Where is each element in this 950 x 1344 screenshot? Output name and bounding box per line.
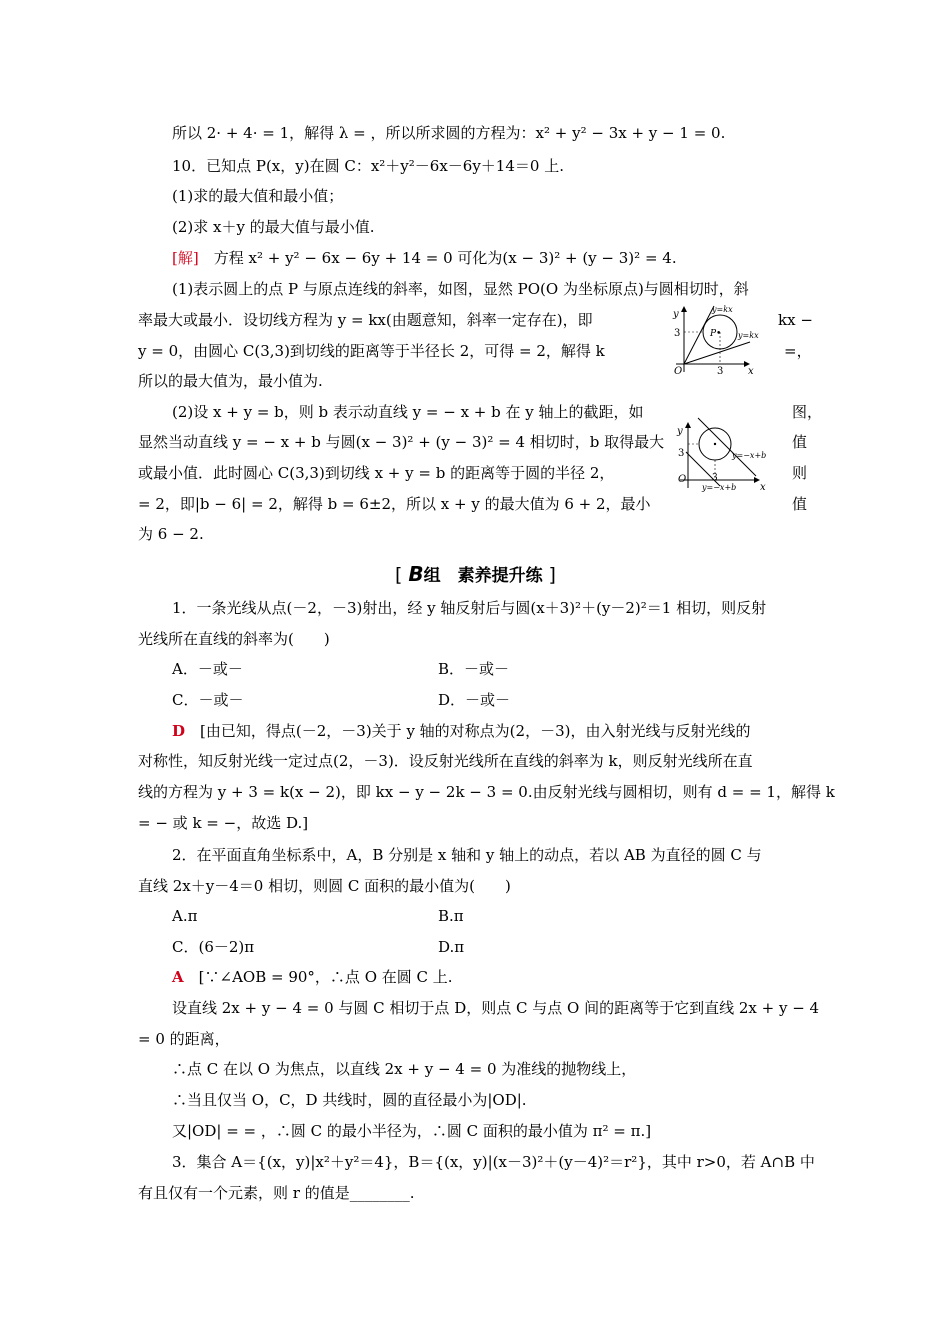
section-letter: B	[408, 562, 424, 586]
question-1-solution-line4: = − 或 k = −，故选 D.]	[138, 814, 309, 832]
tangent-intercept-figure	[672, 414, 784, 494]
fig2-x-label: x	[760, 482, 766, 493]
fig1-x-label: x	[748, 366, 754, 377]
fig2-origin-label: O	[678, 474, 687, 485]
part1-line2: 率最大或最小．设切线方程为 y = kx(由题意知，斜率一定存在)，即	[138, 311, 593, 329]
fig1-line-label-right: y=kx	[738, 331, 759, 340]
part2-line4-right: 值	[792, 495, 808, 513]
fig2-y-label: y	[677, 426, 683, 437]
fig2-tick-y: 3	[678, 448, 685, 459]
question-2-option-c: C．(6－2)π	[172, 938, 255, 956]
question-10: 10．已知点 P(x，y)在圆 C：x²＋y²－6x－6y＋14＝0 上.	[172, 157, 564, 175]
part2-line1: (2)设 x + y = b，则 b 表示动直线 y = − x + b 在 y 轴上的截距，如	[172, 403, 644, 421]
question-1-solution-line2: 对称性，知反射光线一定过点(2，－3)．设反射光线所在直线的斜率为 k，则反射光线所在直	[138, 752, 753, 770]
fig1-line-label-top: y=kx	[712, 305, 733, 314]
solution-line	[172, 248, 677, 268]
question-1-option-b: B．－或－	[438, 660, 510, 678]
fig1-tick-y: 3	[674, 328, 681, 339]
fig1-point-p: P•	[710, 329, 722, 339]
text-line: 所以 2· + 4· = 1，解得 λ = ，所以所求圆的方程为：x² + y² − 3x + y − 1 = 0.	[172, 124, 726, 142]
question-2-option-b: B.π	[438, 907, 464, 925]
question-2-solution-line1	[172, 967, 453, 987]
question-1-line1: 1．一条光线从点(－2，－3)射出，经 y 轴反射后与圆(x＋3)²＋(y－2)²＝1 相切，则反射	[172, 599, 767, 617]
question-2-option-a: A.π	[172, 907, 198, 925]
part2-line4: = 2，即|b − 6| = 2，解得 b = 6±2，所以 x + y 的最大值为 6 + 2，最小	[138, 495, 651, 513]
part2-line5: 为 6 − 2.	[138, 525, 204, 543]
question-2-solution-line5: ∴当且仅当 O，C，D 共线时，圆的直径最小为|OD|.	[172, 1091, 527, 1109]
question-1-line2: 光线所在直线的斜率为( )	[138, 630, 330, 648]
part2-line2: 显然当动直线 y = − x + b 与圆(x − 3)² + (y − 3)² = 4 相切时，b 取得最大	[138, 433, 665, 451]
part1-line3-right: =，	[784, 342, 812, 360]
tangent-slope-figure	[668, 302, 768, 378]
fig2-line-label-upper: y=−x+b	[732, 451, 767, 460]
part2-line3: 或最小值．此时圆心 C(3,3)到切线 x + y = b 的距离等于圆的半径 2，	[138, 464, 615, 482]
part1-line4: 所以的最大值为，最小值为.	[138, 372, 323, 390]
fig1-tick-x: 3	[717, 366, 724, 377]
fig1-origin-label: O	[674, 366, 683, 377]
question-1-option-c: C．－或－	[172, 691, 244, 709]
question-3-line1: 3．集合 A＝{(x，y)|x²＋y²＝4}，B＝{(x，y)|(x－3)²＋(y－4)²＝r²}，其中 r>0，若 A∩B 中	[172, 1153, 815, 1171]
question-1-solution-line3: 线的方程为 y + 3 = k(x − 2)，即 kx − y − 2k − 3 = 0.由反射光线与圆相切，则有 d = = 1，解得 k	[138, 783, 835, 801]
question-2-solution-line3: = 0 的距离，	[138, 1030, 230, 1048]
question-2-solution-line4: ∴点 C 在以 O 为焦点，以直线 2x + y − 4 = 0 为准线的抛物线上，	[172, 1060, 637, 1078]
part1-line2-right: kx −	[778, 311, 813, 329]
question-10-part1: (1)求的最大值和最小值；	[172, 187, 344, 205]
section-bracket-left: [	[395, 564, 403, 586]
part1-line1: (1)表示圆上的点 P 与原点连线的斜率，如图，显然 PO(O 为坐标原点)与圆相切时，斜	[172, 280, 749, 298]
fig2-tick-x: 3	[712, 473, 718, 483]
question-10-part2: (2)求 x＋y 的最大值与最小值.	[172, 218, 375, 236]
question-1-solution-text: [由已知，得点(－2，－3)关于 y 轴的对称点为(2，－3)，由入射光线与反射光线的	[200, 722, 751, 740]
fig1-y-label: y	[673, 309, 679, 320]
question-1-option-a: A．－或－	[172, 660, 243, 678]
question-2-solution-line2: 设直线 2x + y − 4 = 0 与圆 C 相切于点 D，则点 C 与点 O 间的距离等于它到直线 2x + y − 4	[172, 999, 820, 1017]
question-2-option-d: D.π	[438, 938, 465, 956]
question-2-answer: A	[172, 968, 184, 986]
part1-line3: y = 0，由圆心 C(3,3)到切线的距离等于半径长 2，可得 = 2，解得 k	[138, 342, 605, 360]
fig2-line-label-lower: y=−x+b	[702, 483, 737, 492]
question-3-line2: 有且仅有一个元素，则 r 的值是________.	[138, 1184, 415, 1202]
solution-text: 方程 x² + y² − 6x − 6y + 14 = 0 可化为(x − 3)² + (y − 3)² = 4.	[213, 249, 677, 267]
question-1-solution-line1	[172, 721, 750, 741]
question-2-solution-text: [∵∠AOB = 90°，∴点 O 在圆 C 上.	[198, 968, 453, 986]
section-title: 组 素养提升练	[423, 566, 543, 586]
part2-line1-right: 图，	[792, 403, 823, 421]
section-header	[395, 561, 590, 587]
section-bracket-right: ]	[548, 564, 556, 586]
question-2-line2: 直线 2x＋y－4＝0 相切，则圆 C 面积的最小值为( )	[138, 877, 511, 895]
part2-line3-right: 则	[792, 464, 808, 482]
question-2-line1: 2．在平面直角坐标系中，A，B 分别是 x 轴和 y 轴上的动点，若以 AB 为直径的圆 C 与	[172, 846, 762, 864]
part2-line2-right: 值	[792, 433, 808, 451]
question-1-option-d: D．－或－	[438, 691, 511, 709]
solution-tag: [解]	[172, 249, 199, 267]
question-1-answer: D	[172, 722, 186, 740]
question-2-solution-line6: 又|OD| = = ，∴圆 C 的最小半径为，∴圆 C 面积的最小值为 π² = π.]	[172, 1122, 652, 1140]
